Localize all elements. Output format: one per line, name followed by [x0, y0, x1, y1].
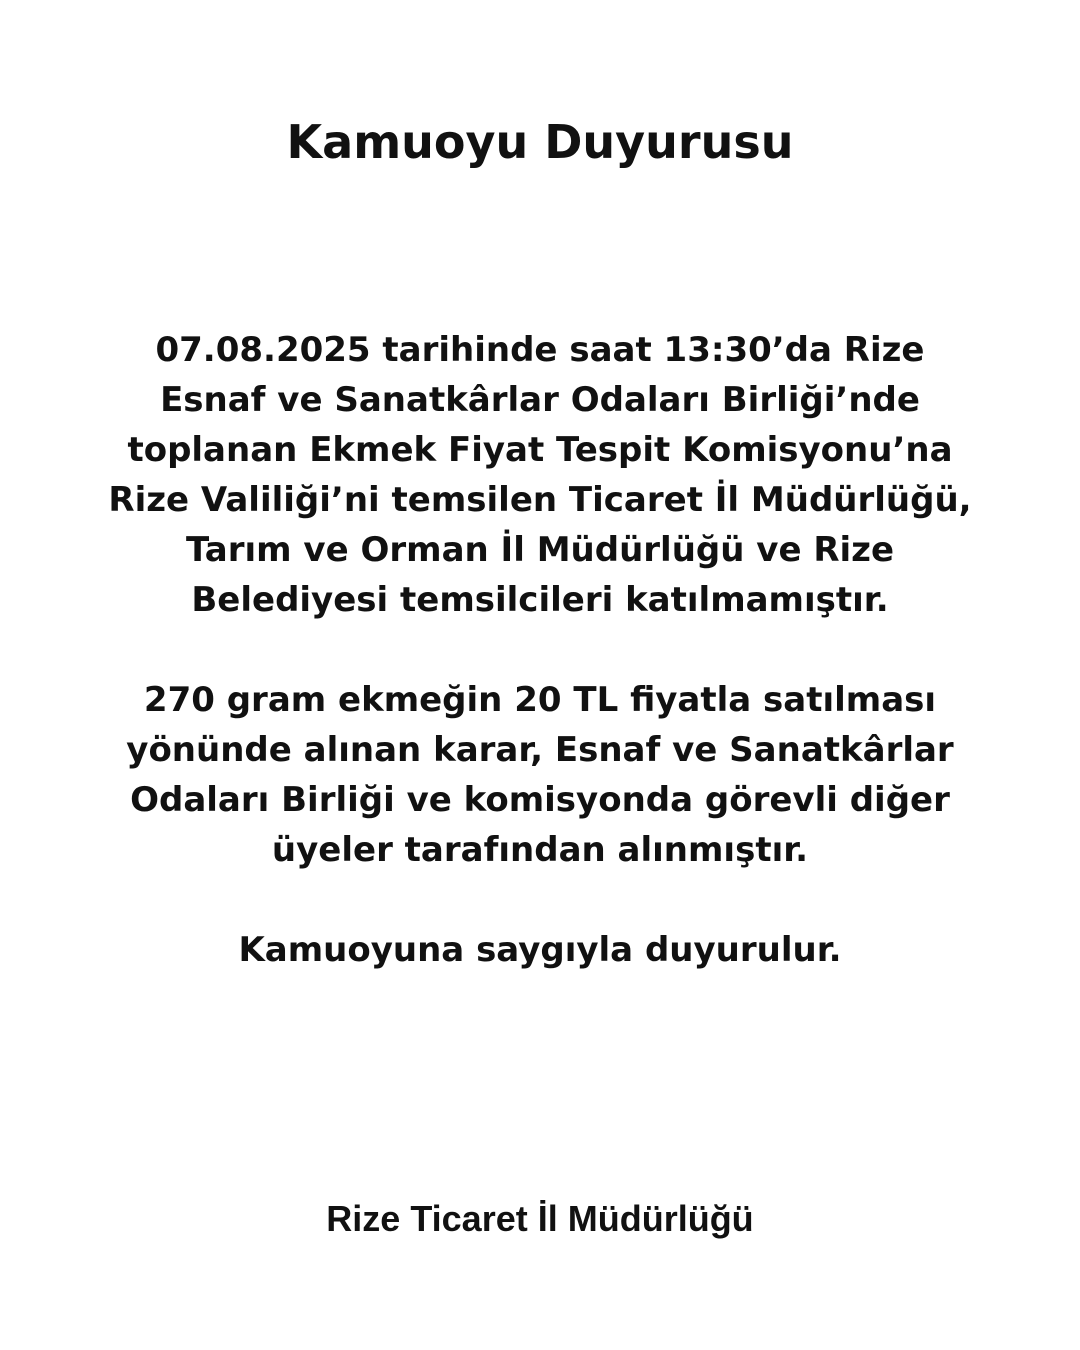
announcement-paragraph-1 [60, 325, 1020, 625]
paragraph-line: 270 gram ekmeğin 20 TL fiyatla satılması [143, 680, 937, 720]
paragraph-line: üyeler tarafından alınmıştır. [271, 830, 809, 870]
paragraph-line: toplanan Ekmek Fiyat Tespit Komisyonu’na [127, 430, 953, 470]
paragraph-line: yönünde alınan karar, Esnaf ve Sanatkârlar [126, 730, 954, 770]
paragraph-line: Rize Valiliği’ni temsilen Ticaret İl Müdürlüğü, [108, 480, 972, 520]
paragraph-line: Odaları Birliği ve komisyonda görevli diğer [130, 780, 950, 820]
paragraph-line: Tarım ve Orman İl Müdürlüğü ve Rize [185, 530, 895, 570]
announcement-title: Kamuoyu Duyurusu [286, 115, 794, 169]
paragraph-line: Belediyesi temsilcileri katılmamıştır. [191, 580, 889, 620]
announcement-closing [60, 925, 1020, 975]
announcement-paragraph-2 [60, 675, 1020, 875]
issuer-signature: Rize Ticaret İl Müdürlüğü [326, 1198, 754, 1239]
paragraph-line: Kamuoyuna saygıyla duyurulur. [238, 930, 842, 970]
paragraph-line: Esnaf ve Sanatkârlar Odaları Birliği’nde [160, 380, 920, 420]
paragraph-line: 07.08.2025 tarihinde saat 13:30’da Rize [155, 330, 925, 370]
